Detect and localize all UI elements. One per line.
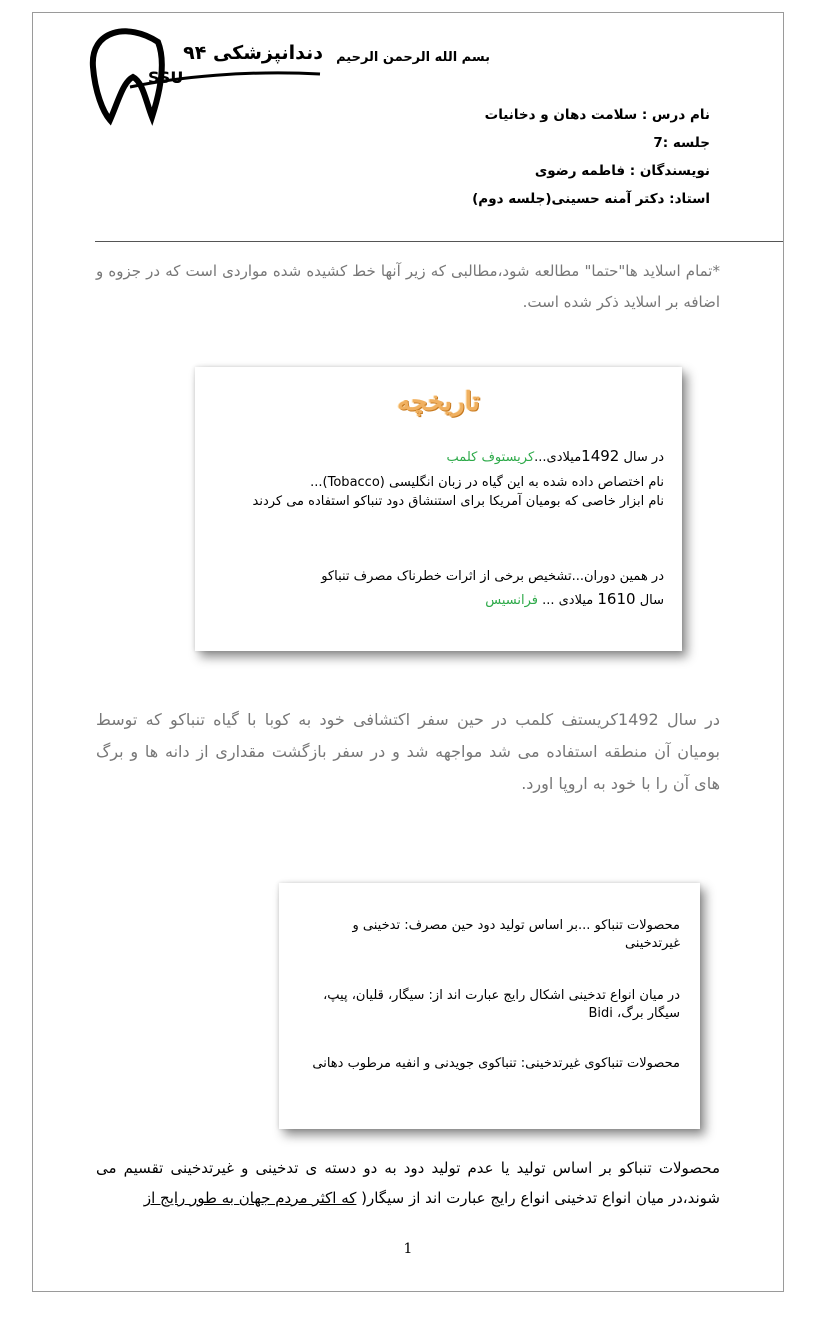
session-number: جلسه :7: [653, 135, 710, 151]
course-name: نام درس : سلامت دهان و دخانیات: [484, 107, 710, 123]
slide-line-5: [213, 590, 664, 610]
slide-body-bottom: [213, 567, 664, 610]
slide-title: تاریخچه: [397, 387, 480, 417]
line1-mid: میلادی...: [534, 450, 582, 465]
line1-year: 1492: [581, 447, 620, 465]
page-number: 1: [403, 1241, 413, 1257]
slide-line-4: در همین دوران...تشخیص برخی از اثرات خطرناک مصرف تنباکو: [321, 569, 664, 584]
line1-prefix: در سال: [619, 450, 664, 465]
line1-name: کریستوف کلمب: [446, 450, 535, 465]
slide-body-top: [213, 447, 664, 511]
professor: استاد: دکتر آمنه حسینی(جلسه دوم): [472, 191, 710, 207]
slide-history: [195, 367, 682, 651]
tooth-icon: [88, 22, 323, 127]
header-divider: [95, 241, 783, 242]
slide-products: [279, 883, 700, 1129]
history-paragraph: در سال 1492کریستف کلمب در حین سفر اکتشافی خود به کوبا با گیاه تنباکو که توسط بومیان آن منطقه استفاده می شد مواجهه شد و در سفر بازگشت مقداری از دانه ها و برگ های آن را با خود به اروپا اورد.: [96, 710, 720, 793]
slide2-item-1: محصولات تنباکو ...بر اساس تولید دود حین مصرف: تدخینی و غیرتدخینی: [352, 918, 680, 951]
intro-paragraph: *تمام اسلاید ها"حتما" مطالعه شود،مطالبی که زیر آنها خط کشیده شده مواردی است که در جزوه و اضافه بر اسلاید ذکر شده است.: [96, 262, 720, 311]
logo-abbr: SSU: [148, 68, 184, 87]
line5-year: 1610: [597, 590, 636, 608]
slide-line-2: نام اختصاص داده شده به این گیاه در زبان انگلیسی (Tobacco)...: [310, 475, 664, 490]
line5-name: فرانسیس: [485, 593, 538, 608]
logo: [88, 22, 323, 127]
slide2-item-2: در میان انواع تدخینی اشکال رایج عبارت اند از: سیگار، قلیان، پیپ، سیگار برگ، Bidi: [323, 988, 680, 1021]
line5-mid: میلادی ...: [537, 593, 598, 608]
bismillah: بسم الله الرحمن الرحیم: [336, 50, 490, 65]
slide2-item-3: محصولات تنباکوی غیرتدخینی: تنباکوی جویدنی و انفیه مرطوب دهانی: [312, 1056, 680, 1071]
slide-line-3: نام ابزار خاصی که بومیان آمریکا برای استنشاق دود تنباکو استفاده می کردند: [252, 494, 664, 509]
authors: نویسندگان : فاطمه رضوی: [534, 163, 710, 179]
final-underlined: که اکثر مردم جهان به طور رایج از: [143, 1189, 357, 1207]
final-paragraph: [96, 1153, 720, 1213]
header-info: [410, 104, 710, 216]
line5-prefix: سال: [635, 593, 664, 608]
final-text: محصولات تنباکو بر اساس تولید یا عدم تولید دود به دو دسته ی تدخینی و غیرتدخینی تقسیم می شوند،در میان انواع تدخینی انواع رایج عبارت اند از سیگار(: [96, 1159, 720, 1207]
logo-text: دندانپزشکی ۹۴: [183, 42, 323, 64]
slide-line-1: [213, 447, 664, 467]
